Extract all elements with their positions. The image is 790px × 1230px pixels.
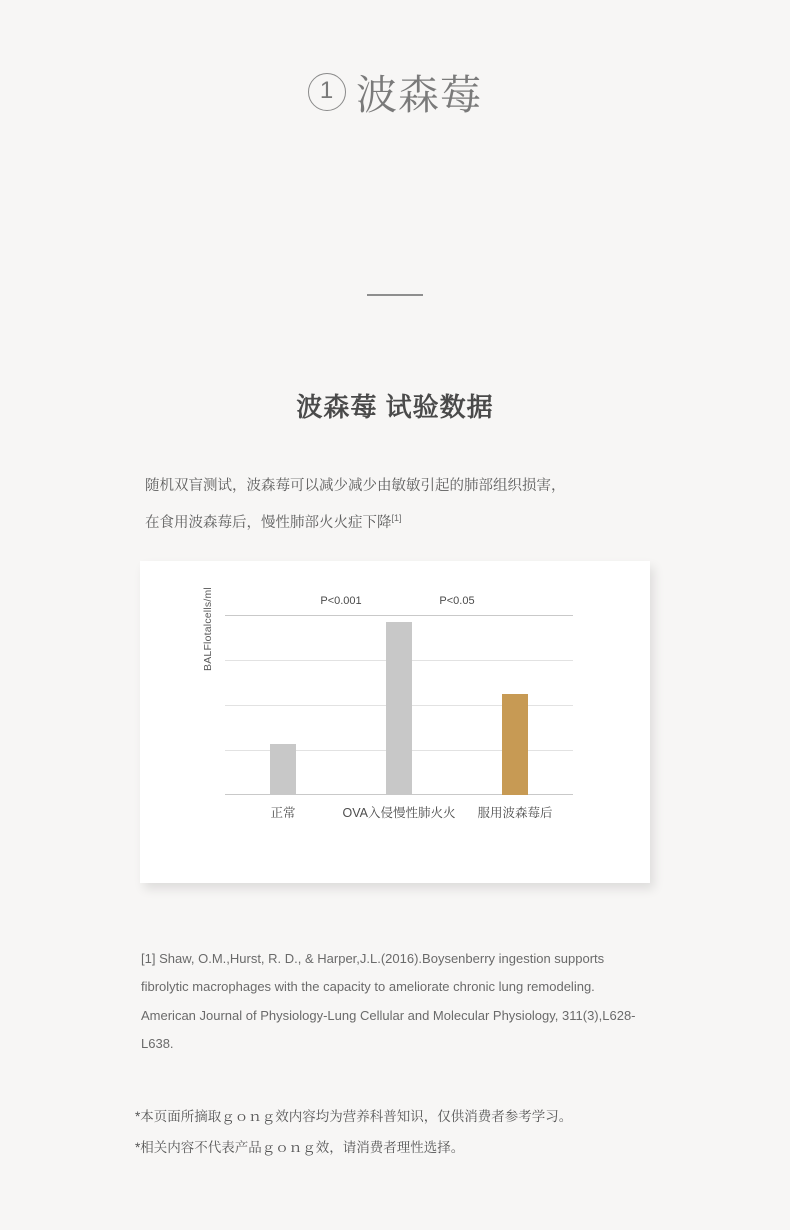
page-title-text: 波森莓 xyxy=(356,72,482,118)
intro-superscript: [1] xyxy=(391,513,402,523)
intro-line-2: 在食用波森莓后，慢性肺部火火症下降 xyxy=(145,514,392,531)
chart-bar xyxy=(502,694,528,795)
intro-line-1: 随机双盲测试，波森莓可以减少减少由敏敏引起的肺部组织损害， xyxy=(145,478,566,494)
disclaimer-line-2: *相关内容不代表产品ｇｏｎｇ效，请消费者理性选择。 xyxy=(135,1139,465,1155)
intro-paragraph xyxy=(145,470,645,539)
chart-category-label: 服用波森莓后 xyxy=(477,805,553,820)
disclaimer-block xyxy=(135,1101,655,1163)
chart-bar xyxy=(386,622,412,795)
reference-text: [1] Shaw, O.M.,Hurst, R. D., & Harper,J.L.(2016).Boysenberry ingestion supports fibrolytic macrophages with the capacity to ameliorate chronic lung remodeling. American Journal of Physiology-Lung Cellular and Molecular Physiology, 311(3),L628-L638. xyxy=(141,950,636,1052)
disclaimer-line-1: *本页面所摘取ｇｏｎｇ效内容均为营养科普知识，仅供消费者参考学习。 xyxy=(135,1108,573,1124)
chart-y-axis-label: BALFlotalcells/ml xyxy=(202,586,214,671)
section-divider xyxy=(367,294,423,296)
chart-bars xyxy=(225,615,573,795)
chart-plot-area xyxy=(225,594,573,795)
section-title: 波森莓 试验数据 xyxy=(296,392,494,422)
chart-category-label: 正常 xyxy=(270,805,296,820)
chart-significance-label: P<0.05 xyxy=(439,594,475,607)
chart-category-labels xyxy=(225,803,573,823)
chart-significance-label: P<0.001 xyxy=(320,594,362,607)
page-header xyxy=(0,0,790,121)
divider-wrapper xyxy=(0,283,790,301)
circled-number-icon: 1 xyxy=(308,73,346,111)
chart-card xyxy=(140,561,650,883)
chart-bar xyxy=(270,744,296,794)
page-title xyxy=(308,62,482,121)
chart-category-label: OVA入侵慢性肺火火 xyxy=(342,805,456,820)
